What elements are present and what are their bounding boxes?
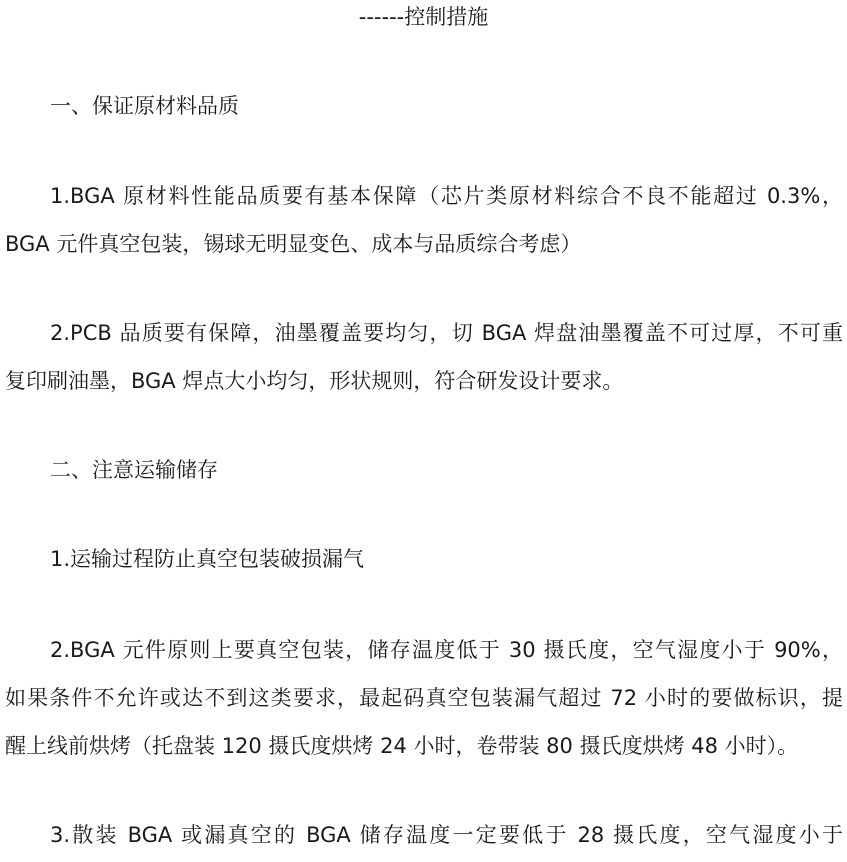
section-2-item-3-line-1: 3.散装 BGA 或漏真空的 BGA 储存温度一定要低于 28 摄氏度，空气湿度小于 [50, 823, 843, 847]
section-2-item-2-line-3: 醒上线前烘烤（托盘装 120 摄氏度烘烤 24 小时，卷带装 80 摄氏度烘烤 48 小时）。 [5, 734, 799, 758]
section-2-item-2-line-1: 2.BGA 元件原则上要真空包装，储存温度低于 30 摄氏度，空气湿度小于 90%， [50, 638, 843, 662]
section-2-heading: 二、注意运输储存 [50, 458, 218, 482]
section-1-heading: 一、保证原材料品质 [50, 94, 239, 118]
section-2-item-1-line-1: 1.运输过程防止真空包装破损漏气 [50, 547, 365, 571]
section-1-item-2-line-1: 2.PCB 品质要有保障，油墨覆盖要均匀，切 BGA 焊盘油墨覆盖不可过厚，不可重 [50, 321, 843, 345]
section-1-item-1-line-1: 1.BGA 原材料性能品质要有基本保障（芯片类原材料综合不良不能超过 0.3%， [50, 184, 843, 208]
section-2-item-2-line-2: 如果条件不允许或达不到这类要求，最起码真空包装漏气超过 72 小时的要做标识，提 [5, 686, 843, 710]
section-1-item-2-line-2: 复印刷油墨，BGA 焊点大小均匀，形状规则，符合研发设计要求。 [5, 369, 624, 393]
document-subtitle: ------控制措施 [358, 5, 489, 29]
section-1-item-1-line-2: BGA 元件真空包装，锡球无明显变色、成本与品质综合考虑） [5, 232, 582, 256]
